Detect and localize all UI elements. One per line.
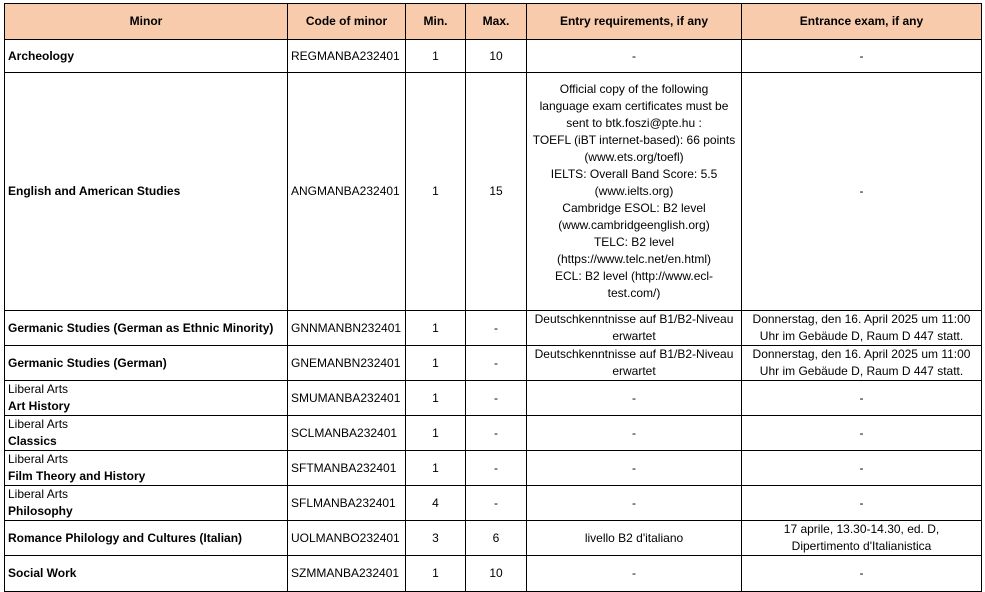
minor-cell <box>5 486 288 521</box>
minor-title: Classics <box>8 434 57 448</box>
code-cell: REGMANBA232401 <box>288 40 406 73</box>
max-cell: - <box>466 451 527 486</box>
code-cell: SZMMANBA232401 <box>288 556 406 592</box>
code-cell: SFTMANBA232401 <box>288 451 406 486</box>
exam-line: 17 aprile, 13.30-14.30, ed. D, <box>783 522 940 536</box>
code-cell: SFLMANBA232401 <box>288 486 406 521</box>
entry-cell: livello B2 d'italiano <box>527 521 742 556</box>
entry-line: (https://www.telc.net/en.html) <box>556 252 712 266</box>
table-row <box>5 40 982 73</box>
code-cell: GNEMANBN232401 <box>288 346 406 381</box>
max-cell: 10 <box>466 556 527 592</box>
exam-cell: - <box>742 73 982 311</box>
min-cell: 1 <box>406 416 466 451</box>
exam-cell <box>742 521 982 556</box>
minor-cell: Archeology <box>5 40 288 73</box>
exam-line: Donnerstag, den 16. April 2025 um 11:00 <box>752 347 971 361</box>
code-cell: GNNMANBN232401 <box>288 311 406 346</box>
max-cell: 10 <box>466 40 527 73</box>
max-cell: - <box>466 311 527 346</box>
exam-cell <box>742 346 982 381</box>
min-cell: 1 <box>406 346 466 381</box>
exam-cell: - <box>742 416 982 451</box>
exam-line: Uhr im Gebäude D, Raum D 447 statt. <box>759 364 964 378</box>
max-cell: - <box>466 416 527 451</box>
min-cell: 1 <box>406 73 466 311</box>
entry-cell: - <box>527 381 742 416</box>
entry-line: Cambridge ESOL: B2 level <box>562 201 706 215</box>
entry-line: (www.ets.org/toefl) <box>584 150 684 164</box>
entry-cell: - <box>527 486 742 521</box>
entry-cell <box>527 346 742 381</box>
header-code: Code of minor <box>288 4 406 40</box>
entry-line: sent to btk.foszi@pte.hu : <box>566 116 702 130</box>
entry-line: Deutschkenntnisse auf B1/B2-Niveau <box>534 312 734 326</box>
entry-cell: - <box>527 40 742 73</box>
entry-line: IELTS: Overall Band Score: 5.5 <box>550 167 718 181</box>
min-cell: 1 <box>406 451 466 486</box>
entry-line: (www.cambridgeenglish.org) <box>558 218 710 232</box>
minor-prefix: Liberal Arts <box>8 487 69 501</box>
minor-cell <box>5 381 288 416</box>
minor-cell: English and American Studies <box>5 73 288 311</box>
max-cell: 15 <box>466 73 527 311</box>
table-row <box>5 73 982 311</box>
minors-table <box>4 3 982 592</box>
header-entry: Entry requirements, if any <box>527 4 742 40</box>
exam-line: Donnerstag, den 16. April 2025 um 11:00 <box>752 312 971 326</box>
table-row <box>5 346 982 381</box>
min-cell: 3 <box>406 521 466 556</box>
exam-line: Uhr im Gebäude D, Raum D 447 statt. <box>759 329 964 343</box>
min-cell: 1 <box>406 556 466 592</box>
table-row <box>5 381 982 416</box>
min-cell: 1 <box>406 381 466 416</box>
table-row <box>5 416 982 451</box>
minor-cell: Germanic Studies (German as Ethnic Minority) <box>5 311 288 346</box>
header-min: Min. <box>406 4 466 40</box>
header-exam: Entrance exam, if any <box>742 4 982 40</box>
table-row <box>5 521 982 556</box>
table-row <box>5 486 982 521</box>
entry-line: (www.ielts.org) <box>594 184 674 198</box>
table-row <box>5 311 982 346</box>
entry-cell: - <box>527 451 742 486</box>
exam-cell: - <box>742 486 982 521</box>
entry-cell <box>527 311 742 346</box>
exam-line: Dipertimento d'Italianistica <box>791 539 932 553</box>
min-cell: 1 <box>406 311 466 346</box>
entry-cell: - <box>527 416 742 451</box>
code-cell: UOLMANBO232401 <box>288 521 406 556</box>
entry-line: erwartet <box>612 329 656 343</box>
code-cell: SCLMANBA232401 <box>288 416 406 451</box>
minor-title: Art History <box>8 399 71 413</box>
exam-cell: - <box>742 556 982 592</box>
entry-line: Official copy of the following <box>559 82 709 96</box>
minor-prefix: Liberal Arts <box>8 452 69 466</box>
max-cell: - <box>466 486 527 521</box>
table-row <box>5 556 982 592</box>
entry-line: ECL: B2 level (http://www.ecl- <box>554 269 714 283</box>
entry-line: Deutschkenntnisse auf B1/B2-Niveau <box>534 347 734 361</box>
table-row <box>5 451 982 486</box>
entry-cell <box>527 73 742 311</box>
code-cell: SMUMANBA232401 <box>288 381 406 416</box>
minor-title: Film Theory and History <box>8 469 146 483</box>
minor-cell: Social Work <box>5 556 288 592</box>
max-cell: - <box>466 346 527 381</box>
exam-cell: - <box>742 40 982 73</box>
minor-title: Philosophy <box>8 504 73 518</box>
minor-prefix: Liberal Arts <box>8 417 69 431</box>
entry-line: erwartet <box>612 364 656 378</box>
minor-cell <box>5 451 288 486</box>
entry-line: test.com/) <box>607 286 661 300</box>
entry-line: TOEFL (iBT internet-based): 66 points <box>532 133 736 147</box>
max-cell: - <box>466 381 527 416</box>
min-cell: 4 <box>406 486 466 521</box>
minor-prefix: Liberal Arts <box>8 382 69 396</box>
entry-line: language exam certificates must be <box>539 99 729 113</box>
entry-cell: - <box>527 556 742 592</box>
entry-line: TELC: B2 level <box>593 235 675 249</box>
header-minor: Minor <box>5 4 288 40</box>
exam-cell: - <box>742 451 982 486</box>
minor-cell <box>5 416 288 451</box>
header-row <box>5 4 982 40</box>
min-cell: 1 <box>406 40 466 73</box>
max-cell: 6 <box>466 521 527 556</box>
code-cell: ANGMANBA232401 <box>288 73 406 311</box>
exam-cell: - <box>742 381 982 416</box>
minor-cell: Germanic Studies (German) <box>5 346 288 381</box>
header-max: Max. <box>466 4 527 40</box>
minor-cell: Romance Philology and Cultures (Italian) <box>5 521 288 556</box>
exam-cell <box>742 311 982 346</box>
